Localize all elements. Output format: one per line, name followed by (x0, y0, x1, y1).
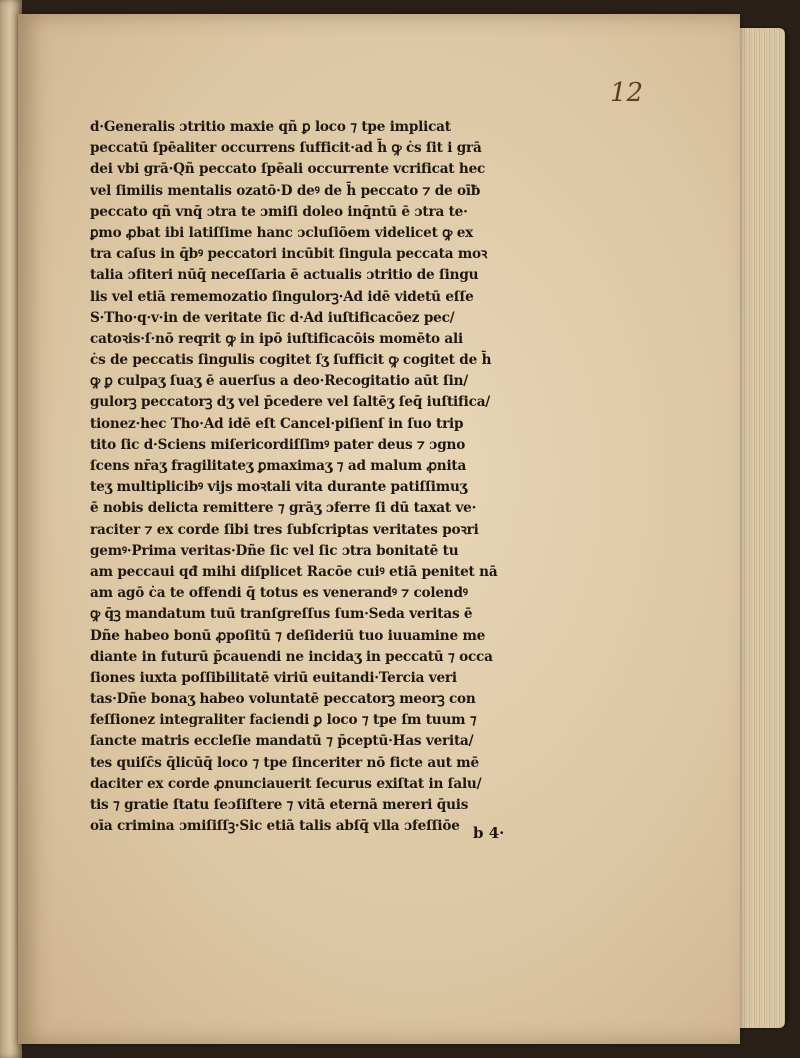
text-line: dei vbi grā·Qñ peccato ſpēali occurrente vcrificat hec (90, 161, 486, 178)
text-line: diante in futurū p̄cauendi ne incidaʒ in peccatū ⁊ occa (90, 648, 493, 665)
text-line: tis ⁊ gratie ſtatu ſeɔſiſtere ⁊ vitā eternā mereri q̄uis (90, 797, 469, 813)
text-line: feſſionez integraliter faciendi ꝑ loco ⁊ tpe ſm tuum ⁊ (90, 712, 477, 729)
text-line: ċs de peccatis ſingulis cogitet ſʒ ſufficit ꝙ cogitet de h̄ (90, 352, 492, 369)
text-line: talia ɔfiteri nūq̄ neceſſaria ē actualis ɔtritio de ſingu (90, 267, 479, 284)
text-line: ſancte matris eccleſie mandatū ⁊ p̄ceptū·Has verita/ (90, 733, 474, 750)
text-line: teʒ multiplicibꝰ vijs moꝛtali vita durante patiſſimuʒ (90, 479, 468, 496)
text-line: tito ſic d·Sciens miſericordiſſimꝰ pater deus ⁊ ɔgno (90, 436, 466, 453)
text-line: ꝙ q̄ꝫ mandatum tuū tranſgreſſus ſum·Seda veritas ē (90, 606, 473, 623)
text-line: ſiones iuxta poſſibilitatē viriū euitandi·Tercia veri (90, 669, 457, 686)
text-line: d·Generalis ɔtritio maxie qñ ꝑ loco ⁊ tpe implicat (90, 119, 451, 135)
text-line: ē nobis delicta remittere ⁊ grāʒ ɔferre ſi dū taxat ve· (90, 500, 477, 517)
text-line: gemꝰ·Prima veritas·Dñe ſic vel ſic ɔtra bonitatē tu (90, 542, 459, 559)
text-line: S·Tho·q·v·in de veritate ſic d·Ad iuſtificacōez pec/ (90, 309, 455, 326)
text-line: tas·Dñe bonaʒ habeo voluntatē peccatorꝫ meorꝫ con (90, 691, 476, 708)
text-line: am agō ċa te offendi q̄ totus es venerandꝰ ⁊ colendꝰ (90, 585, 468, 602)
text-line: ꝑmo ꝓbat ibi latiſſime hanc ɔcluſiōem videlicet ꝙ ex (90, 224, 474, 241)
text-line: oīa crimina ɔmiſiſſꝫ·Sic etiā talis abſq̄ vlla ɔfeſſiōe (90, 818, 460, 835)
text-line: raciter ⁊ ex corde ſibi tres ſubſcriptas veritates poꝛri (90, 521, 479, 538)
text-line: tes quiſc̄s q̄licūq̄ loco ⁊ tpe ſinceriter nō ficte aut mē (90, 754, 479, 771)
text-line: Dñe habeo bonū ꝓpoſitū ⁊ deſideriū tuo iuuamine me (90, 627, 486, 644)
book-page (18, 14, 740, 1044)
text-line: tionez·hec Tho·Ad idē eſt Cancel·piſienſ in ſuo trip (90, 415, 464, 432)
text-line: catoꝛis·ſ·nō reqrit ꝙ in ipō iuſtificacōis momēto ali (90, 330, 463, 347)
text-line: ꝙ ꝑ culpaʒ ſuaʒ ē auerſus a deo·Recogitatio aūt ſin/ (90, 373, 469, 390)
text-line: vel ſimilis mentalis ozatō·D deꝰ de h̄ peccato ⁊ de oīƀ (90, 182, 481, 199)
signature-mark: b 4· (473, 824, 505, 842)
text-line: peccato qñ vnq̄ ɔtra te ɔmiſi doleo inq̄ntū ē ɔtra te· (90, 203, 468, 220)
page-stack-fore-edge (735, 28, 785, 1028)
text-line: peccatū ſpēaliter occurrens ſufficit·ad h̄ ꝙ ċs ſit i grā (90, 140, 482, 157)
text-line: tra caſus in q̄bꝰ peccatori incūbit ſingula peccata moꝛ (90, 246, 488, 263)
text-column (90, 117, 556, 837)
text-line: gulorꝫ peccatorꝫ dʒ vel p̄cedere vel ſaltēʒ ſeq̄ iuſtifica/ (90, 394, 491, 411)
folio-number: 12 (610, 78, 644, 108)
text-line: ſcens nr̄aʒ fragilitateʒ ꝑmaximaʒ ⁊ ad malum ꝓnita (90, 458, 467, 474)
text-line: daciter ex corde ꝓnunciauerit ſecurus exiſtat in ſalu/ (90, 775, 482, 792)
text-line: am peccaui qđ mihi diſplicet Racōe cuiꝰ etiā penitet nā (90, 563, 498, 580)
text-line: lis vel etiā rememozatio ſingulorꝫ·Ad idē videtū eſſe (90, 288, 474, 305)
